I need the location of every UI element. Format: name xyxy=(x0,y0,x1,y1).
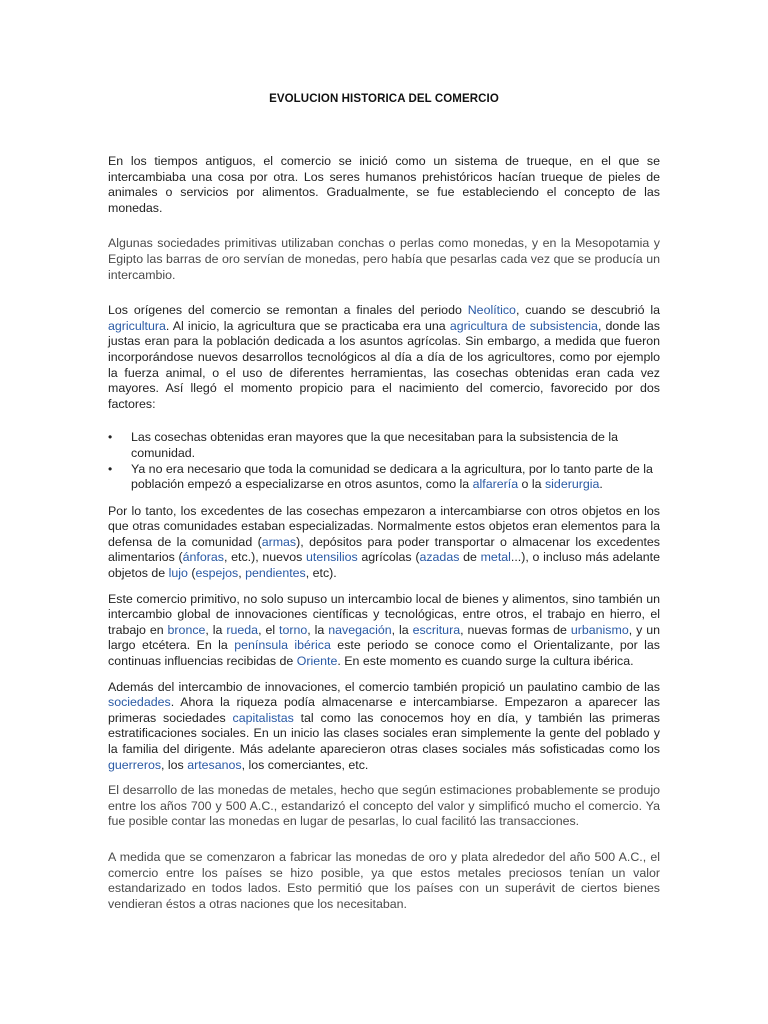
link-urbanismo[interactable]: urbanismo xyxy=(570,622,629,637)
link-bronce[interactable]: bronce xyxy=(167,622,206,637)
link-lujo[interactable]: lujo xyxy=(168,566,188,581)
text-run: Ya no era necesario que toda la comunidad se dedicara a la agricultura, por lo tanto parte de la población empezó a especializarse en otros asuntos, como la xyxy=(131,461,653,492)
link-guerreros[interactable]: guerreros xyxy=(108,757,162,772)
bullet-icon: • xyxy=(108,430,113,445)
paragraph-innovations xyxy=(108,592,660,670)
text-run: , la xyxy=(391,622,413,637)
text-run: . Ahora la riqueza podía almacenarse e intercambiarse. Empezaron a aparecer las primeras sociedades xyxy=(108,695,660,725)
text-run: . Al inicio, la agricultura que se practicaba era una xyxy=(165,318,450,333)
text-run: , los comerciantes, etc. xyxy=(241,757,369,772)
paragraph-metal-coins: El desarrollo de las monedas de metales, hecho que según estimaciones probablemente se produjo entre los años 700 y 500 A.C., estandarizó el concepto del valor y simplificó mucho el comercio. Ya fue posible contar las monedas en lugar de pesarlas, lo cual facilitó las transacciones. xyxy=(108,783,660,829)
text-run: , etc.), nuevos xyxy=(223,550,306,565)
link-navegacion[interactable]: navegación xyxy=(328,622,392,637)
paragraph-gold-silver: A medida que se comenzaron a fabricar las monedas de oro y plata alrededor del año 500 A.C., el comercio entre los países se hizo posible, ya que estos metales preciosos tenían un valor estandarizado en todos lados. Esto permitió que los países con un superávit de ciertos bienes vendieran éstos a otras naciones que los necesitaban. xyxy=(108,849,660,911)
text-run: ...), o incluso más adelante objetos de xyxy=(108,550,661,581)
text-run: Este comercio primitivo, no solo supuso un intercambio local de bienes y alimentos, sino también un intercambio global de innovaciones científicas y tecnológicas, entre otros, el trabajo en hierro, el trabajo en xyxy=(108,591,660,637)
link-utensilios[interactable]: utensilios xyxy=(306,550,358,565)
text-run: . xyxy=(599,477,603,492)
text-run: de xyxy=(459,550,481,565)
text-run: , los xyxy=(161,757,188,772)
link-torno[interactable]: torno xyxy=(279,622,308,637)
document-title: EVOLUCION HISTORICA DEL COMERCIO xyxy=(269,93,499,105)
link-rueda[interactable]: rueda xyxy=(226,622,259,637)
link-escritura[interactable]: escritura xyxy=(412,622,461,637)
link-pendientes[interactable]: pendientes xyxy=(245,566,306,581)
text-run: , donde las justas eran para la población dedicada a los asuntos agrícolas. Sin embargo, a medida que fueron incorporándose nuevos desarrollos tecnológicos al día a día de los agricultores, como por ejemplo la fuerza animal, o el uso de diferentes herramientas, las cosechas obtenidas eran cada vez mayores. Así llegó el momento propicio para el nacimiento del comercio, favorecido por dos factores: xyxy=(108,318,660,411)
link-espejos[interactable]: espejos xyxy=(195,566,239,581)
paragraph-trueque: En los tiempos antiguos, el comercio se inició como un sistema de trueque, en el que se intercambiaba una cosa por otra. Los seres humanos prehistóricos hacían trueque de pieles de animales o servicios por alimentos. Gradualmente, se fue estableciendo el concepto de las monedas. xyxy=(108,154,660,215)
text-run: , el xyxy=(258,622,280,637)
text-run: tal como las conocemos hoy en día, y también las primeras estratificaciones sociales. En un inicio las clases sociales eran simplemente la gente del poblado y la familia del dirigente. Más adelante aparecieron otras clases sociales más sofisticadas como los xyxy=(108,710,660,756)
bullet-icon: • xyxy=(108,461,113,476)
link-sociedades[interactable]: sociedades xyxy=(108,695,171,710)
factors-list xyxy=(108,430,660,492)
link-metal[interactable]: metal xyxy=(480,550,511,565)
list-item xyxy=(108,462,660,493)
text-run: agrícolas ( xyxy=(357,550,420,565)
paragraph-societies xyxy=(108,680,660,774)
link-azadas[interactable]: azadas xyxy=(419,550,460,565)
link-neolitico[interactable]: Neolítico xyxy=(467,303,516,318)
text-run: , xyxy=(238,566,246,581)
text-run: este periodo se conoce como el Orientalizante, por las continuas influencias recibidas de xyxy=(108,638,660,669)
link-agricultura[interactable]: agricultura xyxy=(108,318,166,333)
paragraph-origins xyxy=(108,303,660,412)
text-run: , cuando se descubrió la xyxy=(515,303,660,318)
link-anforas[interactable]: ánforas xyxy=(182,550,224,565)
link-agricultura-subsistencia[interactable]: agricultura de subsistencia xyxy=(449,318,598,333)
link-oriente[interactable]: Oriente xyxy=(296,654,338,669)
link-capitalistas[interactable]: capitalistas xyxy=(232,710,294,725)
link-peninsula-iberica[interactable]: península ibérica xyxy=(234,638,331,653)
list-item xyxy=(108,430,660,461)
text-run: , etc). xyxy=(305,566,337,581)
list-item-text: Las cosechas obtenidas eran mayores que la que necesitaban para la subsistencia de la comunidad. xyxy=(131,430,618,460)
text-run: , nuevas formas de xyxy=(460,622,571,637)
text-run: Por lo tanto, los excedentes de las cosechas empezaron a intercambiarse con otros objetos en los que otras comunidades estaban especializadas. Normalmente estos objetos eran elementos para la defensa de la comunidad ( xyxy=(108,503,660,549)
text-run: , y un largo etcétera. En la xyxy=(108,622,660,653)
link-alfareria[interactable]: alfarería xyxy=(472,477,519,492)
text-run: Los orígenes del comercio se remontan a finales del periodo xyxy=(108,303,468,318)
link-artesanos[interactable]: artesanos xyxy=(187,757,242,772)
text-run: , la xyxy=(307,622,329,637)
text-run: Además del intercambio de innovaciones, el comercio también propició un paulatino cambio de las xyxy=(108,679,660,694)
text-run: , la xyxy=(205,622,227,637)
paragraph-surplus xyxy=(108,504,660,582)
paragraph-primitive-money: Algunas sociedades primitivas utilizaban conchas o perlas como monedas, y en la Mesopotamia y Egipto las barras de oro servían de monedas, pero había que pesarlas cada vez que se producía un intercambio. xyxy=(108,236,660,282)
text-run: . En este momento es cuando surge la cultura ibérica. xyxy=(337,654,634,669)
text-run: ( xyxy=(187,566,196,581)
text-run: o la xyxy=(518,477,545,492)
text-run: ), depósitos para poder transportar o almacenar los excedentes alimentarios ( xyxy=(108,534,660,565)
link-siderurgia[interactable]: siderurgia xyxy=(544,477,600,492)
link-armas[interactable]: armas xyxy=(261,534,297,549)
